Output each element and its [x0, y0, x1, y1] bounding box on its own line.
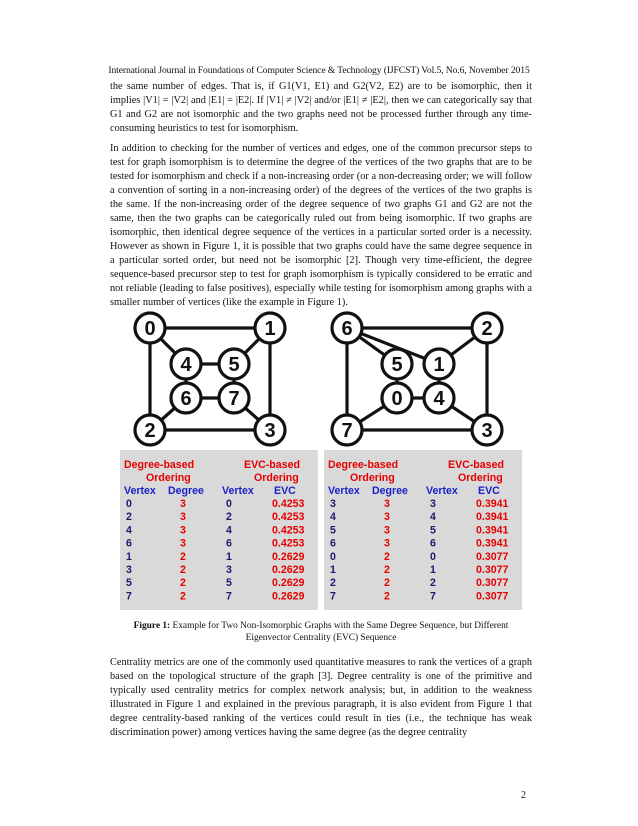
- table1-header-degree-1: Degree-based: [124, 459, 195, 471]
- table2-row0-degree: 3: [384, 498, 390, 510]
- table1-row7-vertex2: 7: [226, 590, 232, 603]
- graph2-vertex-label-6: 6: [341, 318, 353, 340]
- table1-row6-vertex2: 5: [226, 577, 232, 590]
- table1-col-degree: Degree: [168, 485, 204, 497]
- table1-row4-evc: 0.2629: [272, 550, 305, 563]
- table2-row6-vertex: 2: [330, 577, 336, 590]
- table1-row7-degree: 2: [180, 590, 186, 603]
- graph2-vertices: [332, 313, 502, 445]
- page-number: 2: [521, 790, 526, 801]
- table1-col-vertex: Vertex: [124, 485, 156, 497]
- table1-row6-vertex: 5: [126, 577, 132, 590]
- table2-row3-vertex: 6: [330, 537, 336, 550]
- graph1-vertex-label-7: 7: [228, 388, 240, 410]
- table1-row1-vertex2: 2: [226, 511, 232, 524]
- graph1-vertex-label-4: 4: [180, 354, 192, 376]
- table2-row6-degree: 2: [384, 577, 390, 590]
- table2-row4-evc: 0.3077: [476, 550, 509, 563]
- table2-row5-evc: 0.3077: [476, 564, 509, 576]
- table1-row5-vertex: 3: [126, 564, 132, 576]
- table1-row5-evc: 0.2629: [272, 564, 305, 576]
- graph1-vertex-label-2: 2: [144, 420, 156, 442]
- table1-col-evc: EVC: [274, 485, 296, 497]
- table2-col-vertex: Vertex: [328, 485, 360, 497]
- table2-header-evc-2: Ordering: [458, 472, 503, 484]
- graph2-edges: [347, 328, 487, 430]
- graph2-vertex-label-4: 4: [433, 388, 445, 410]
- table2-row7-vertex: 7: [330, 590, 336, 603]
- table2-header-evc-1: EVC-based: [448, 459, 504, 471]
- table2-row4-degree: 2: [384, 550, 390, 563]
- table1-row7-vertex: 7: [126, 590, 132, 603]
- table2-header-degree-2: Ordering: [350, 472, 395, 484]
- table2-row1-degree: 3: [384, 511, 390, 524]
- table1-col-vertex2: Vertex: [222, 485, 254, 497]
- graph1-vertex-label-3: 3: [264, 420, 276, 442]
- table1-row3-vertex: 6: [126, 537, 132, 550]
- table2-row4-vertex2: 0: [430, 550, 436, 563]
- table1-row0-vertex2: 0: [226, 498, 232, 510]
- paragraph-2: In addition to checking for the number of vertices and edges, one of the common precursor steps to test for graph isomorphism is to determine the degree of the vertices of the two graphs that are to be tested for isomorphism and check if a non-increasing order (or a non-decreasing order; we will follow a convention of sorting in a non-increasing order) of the degrees of the vertices of the two graphs is the same. If the non-increasing order of the degree sequence of two graphs G1 and G2 are not the same, then the two graphs can be categorically ruled out from being isomorphic. If two graphs are isomorphic, then identical degree sequence of the vertices in a particular sorted order is a necessity. However as shown in Figure 1, it is possible that two graphs could have the same degree sequence in a particular sorted order, but need not be isomorphic [2]. Though very time-efficient, the degree sequence-based precursor step to test for graph isomorphism is typically considered to be erratic and not reliable (leading to false positives), especially while testing for isomorphism among graphs with a smaller number of vertices (like the example in Figure 1).: [110, 143, 532, 308]
- table2-row3-evc: 0.3941: [476, 537, 509, 550]
- table2-row2-degree: 3: [384, 524, 390, 537]
- graph1-vertex-label-0: 0: [144, 318, 156, 340]
- paragraph-3: Centrality metrics are one of the commonly used quantitative measures to rank the vertices of a graph based on the topological structure of the graph [3]. Degree centrality is one of the primitive and typically used centrality metrics for complex network analysis; but, in addition to the weakness illustrated in Figure 1 and explained in the previous paragraph, it is also evident from Figure 1 that degree centrality-based ranking of the vertices could result in ties (i.e., the technique has weak discrimination power) among vertices having the same degree (as the degree centrality: [110, 657, 532, 738]
- table1-row0-evc: 0.4253: [272, 498, 305, 510]
- paragraph-1: the same number of edges. That is, if G1(V1, E1) and G2(V2, E2) are to be isomorphic, then it implies |V1| = |V2| and |E1| = |E2|. If |V1| ≠ |V2| and/or |E1| ≠ |E2|, then we can categorically say that G1 and G2 are not isomorphic and the two graphs need not be processed further through any time-consuming heuristics to test for isomorphism.: [110, 81, 532, 134]
- table1-row6-degree: 2: [180, 577, 186, 590]
- table2-col-vertex2: Vertex: [426, 485, 458, 497]
- table1-header-evc-2: Ordering: [254, 472, 299, 484]
- table2-row7-vertex2: 7: [430, 590, 436, 603]
- table1-header-degree-2: Ordering: [146, 472, 191, 484]
- table2-col-degree: Degree: [372, 485, 408, 497]
- table2-row0-evc: 0.3941: [476, 498, 509, 510]
- figure-caption: [110, 620, 532, 644]
- table2-row5-degree: 2: [384, 564, 390, 576]
- graph1-vertex-label-5: 5: [228, 354, 240, 376]
- table2-row1-vertex: 4: [330, 511, 336, 524]
- table2-row5-vertex2: 1: [430, 564, 436, 576]
- table1-row2-vertex2: 4: [226, 524, 232, 537]
- table1-row2-degree: 3: [180, 524, 186, 537]
- table2-row5-vertex: 1: [330, 564, 336, 576]
- table1-header-evc-1: EVC-based: [244, 459, 300, 471]
- table1-row3-degree: 3: [180, 537, 186, 550]
- table1-row1-degree: 3: [180, 511, 186, 524]
- table2-row4-vertex: 0: [330, 550, 336, 563]
- table1-row3-evc: 0.4253: [272, 537, 305, 550]
- table1-row1-vertex: 2: [126, 511, 132, 524]
- table1-row1-evc: 0.4253: [272, 511, 305, 524]
- table2-row7-degree: 2: [384, 590, 390, 603]
- table2-row2-evc: 0.3941: [476, 524, 509, 537]
- graph2-vertex-label-5: 5: [391, 354, 403, 376]
- table1-row3-vertex2: 6: [226, 537, 232, 550]
- table2-row7-evc: 0.3077: [476, 590, 509, 603]
- table1-row7-evc: 0.2629: [272, 590, 305, 603]
- table2-row2-vertex: 5: [330, 524, 336, 537]
- journal-header: International Journal in Foundations of Computer Science & Technology (IJFCST) Vol.5, No.6, November 2015: [108, 65, 530, 76]
- graph2-vertex-label-2: 2: [481, 318, 493, 340]
- table2-row6-vertex2: 2: [430, 577, 436, 590]
- table1-row2-vertex: 4: [126, 524, 132, 537]
- graph1-vertex-label-6: 6: [180, 388, 192, 410]
- table2-row1-evc: 0.3941: [476, 511, 509, 524]
- table1-row0-degree: 3: [180, 498, 186, 510]
- table2-header-degree-1: Degree-based: [328, 459, 399, 471]
- table1-row6-evc: 0.2629: [272, 577, 305, 590]
- table2-row0-vertex2: 3: [430, 498, 436, 510]
- graph1-vertex-label-1: 1: [264, 318, 276, 340]
- table2-row3-degree: 3: [384, 537, 390, 550]
- caption-label: Figure 1:: [133, 621, 171, 631]
- table2-row6-evc: 0.3077: [476, 577, 509, 590]
- caption-text: Example for Two Non-Isomorphic Graphs with the Same Degree Sequence, but Different Eigenvector Centrality (EVC) Sequence: [170, 621, 509, 643]
- table2-row0-vertex: 3: [330, 498, 336, 510]
- table1-row4-vertex: 1: [126, 550, 132, 563]
- table1-row5-degree: 2: [180, 564, 186, 576]
- graph2-vertex-label-7: 7: [341, 420, 353, 442]
- graph2-vertex-label-0: 0: [391, 388, 403, 410]
- table2-col-evc: EVC: [478, 485, 500, 497]
- table1-row0-vertex: 0: [126, 498, 132, 510]
- table1-row4-degree: 2: [180, 550, 186, 563]
- figure-1: [118, 308, 524, 612]
- table1-row4-vertex2: 1: [226, 550, 232, 563]
- table1-row2-evc: 0.4253: [272, 524, 305, 537]
- table2-row3-vertex2: 6: [430, 537, 436, 550]
- graph2-vertex-label-3: 3: [481, 420, 493, 442]
- table2-row2-vertex2: 5: [430, 524, 436, 537]
- table1-row5-vertex2: 3: [226, 564, 232, 576]
- graph2-vertex-label-1: 1: [433, 354, 445, 376]
- table2-row1-vertex2: 4: [430, 511, 436, 524]
